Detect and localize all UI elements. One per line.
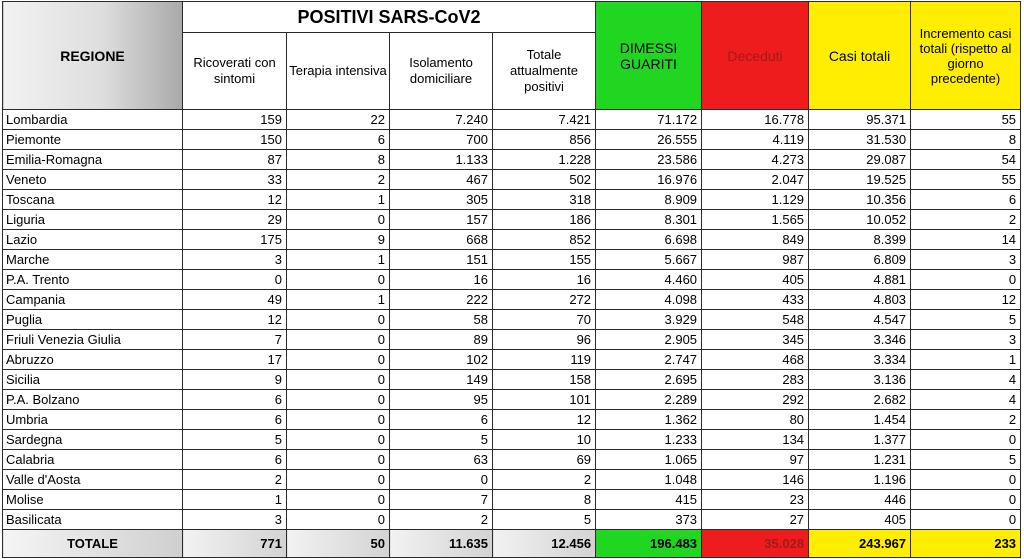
incremento-cell: 5	[911, 450, 1021, 470]
region-name: Liguria	[3, 210, 183, 230]
table-row	[3, 230, 1021, 250]
table-row	[3, 270, 1021, 290]
deceduti-header: Deceduti	[702, 2, 809, 110]
totale-positivi-cell: 852	[493, 230, 596, 250]
incremento-cell: 55	[911, 170, 1021, 190]
table-row	[3, 510, 1021, 530]
casi-totali-cell: 405	[809, 510, 911, 530]
casi-totali-cell: 4.803	[809, 290, 911, 310]
region-name: Campania	[3, 290, 183, 310]
terapia-cell: 8	[287, 150, 390, 170]
deceduti-cell: 548	[702, 310, 809, 330]
ricoverati-cell: 12	[183, 190, 287, 210]
totale-positivi-cell: 155	[493, 250, 596, 270]
ricoverati-cell: 1	[183, 490, 287, 510]
ricoverati-cell: 150	[183, 130, 287, 150]
terapia-cell: 0	[287, 470, 390, 490]
deceduti-cell: 405	[702, 270, 809, 290]
totale-positivi-cell: 10	[493, 430, 596, 450]
totale-positivi-cell: 7.421	[493, 110, 596, 130]
ricoverati-cell: 33	[183, 170, 287, 190]
table-row	[3, 310, 1021, 330]
region-name: Basilicata	[3, 510, 183, 530]
dimessi-cell: 2.905	[596, 330, 702, 350]
dimessi-cell: 2.747	[596, 350, 702, 370]
incremento-cell: 3	[911, 330, 1021, 350]
terapia-cell: 0	[287, 510, 390, 530]
dimessi-cell: 16.976	[596, 170, 702, 190]
incremento-cell: 2	[911, 210, 1021, 230]
region-name: Lombardia	[3, 110, 183, 130]
casi-totali-cell: 2.682	[809, 390, 911, 410]
ricoverati-cell: 17	[183, 350, 287, 370]
positivi-group-header: POSITIVI SARS-CoV2	[183, 2, 596, 33]
terapia-cell: 0	[287, 430, 390, 450]
isolamento-cell: 222	[390, 290, 493, 310]
header-row-top	[3, 2, 1021, 33]
casi-totali-header: Casi totali	[809, 2, 911, 110]
region-name: Marche	[3, 250, 183, 270]
dimessi-cell: 6.698	[596, 230, 702, 250]
region-name: Abruzzo	[3, 350, 183, 370]
ricoverati-cell: 2	[183, 470, 287, 490]
casi-totali-cell: 3.136	[809, 370, 911, 390]
deceduti-cell: 27	[702, 510, 809, 530]
total-terapia: 50	[287, 530, 390, 558]
casi-totali-cell: 1.377	[809, 430, 911, 450]
isolamento-cell: 6	[390, 410, 493, 430]
deceduti-cell: 16.778	[702, 110, 809, 130]
dimessi-cell: 2.289	[596, 390, 702, 410]
totale-positivi-cell: 119	[493, 350, 596, 370]
terapia-cell: 1	[287, 290, 390, 310]
isolamento-cell: 63	[390, 450, 493, 470]
dimessi-cell: 4.098	[596, 290, 702, 310]
dimessi-cell: 1.233	[596, 430, 702, 450]
casi-totali-cell: 3.346	[809, 330, 911, 350]
incremento-cell: 3	[911, 250, 1021, 270]
terapia-cell: 0	[287, 450, 390, 470]
table-row	[3, 470, 1021, 490]
dimessi-cell: 1.362	[596, 410, 702, 430]
region-name: Valle d'Aosta	[3, 470, 183, 490]
incremento-cell: 2	[911, 410, 1021, 430]
region-name: Emilia-Romagna	[3, 150, 183, 170]
totale-positivi-cell: 272	[493, 290, 596, 310]
deceduti-cell: 146	[702, 470, 809, 490]
totale-positivi-cell: 1.228	[493, 150, 596, 170]
totals-row	[3, 530, 1021, 558]
deceduti-cell: 292	[702, 390, 809, 410]
isolamento-cell: 16	[390, 270, 493, 290]
ricoverati-cell: 6	[183, 390, 287, 410]
regione-header: REGIONE	[3, 2, 183, 110]
casi-totali-cell: 95.371	[809, 110, 911, 130]
totale-positivi-cell: 5	[493, 510, 596, 530]
total-casi: 243.967	[809, 530, 911, 558]
totale-positivi-cell: 69	[493, 450, 596, 470]
table-row	[3, 210, 1021, 230]
totale-positivi-cell: 70	[493, 310, 596, 330]
isolamento-cell: 467	[390, 170, 493, 190]
total-incremento: 233	[911, 530, 1021, 558]
casi-totali-cell: 4.881	[809, 270, 911, 290]
incremento-cell: 54	[911, 150, 1021, 170]
isolamento-cell: 700	[390, 130, 493, 150]
isolamento-cell: 102	[390, 350, 493, 370]
isolamento-cell: 95	[390, 390, 493, 410]
isolamento-cell: 668	[390, 230, 493, 250]
casi-totali-cell: 1.231	[809, 450, 911, 470]
isolamento-cell: 305	[390, 190, 493, 210]
totale-positivi-cell: 96	[493, 330, 596, 350]
incremento-header: Incremento casi totali (rispetto al giorno precedente)	[911, 2, 1021, 110]
dimessi-guariti-header: DIMESSI GUARITI	[596, 2, 702, 110]
ricoverati-cell: 6	[183, 410, 287, 430]
isolamento-cell: 2	[390, 510, 493, 530]
casi-totali-cell: 4.547	[809, 310, 911, 330]
table-row	[3, 110, 1021, 130]
covid-regions-table	[2, 1, 1021, 558]
casi-totali-cell: 6.809	[809, 250, 911, 270]
total-positivi: 12.456	[493, 530, 596, 558]
dimessi-cell: 4.460	[596, 270, 702, 290]
incremento-cell: 6	[911, 190, 1021, 210]
dimessi-cell: 415	[596, 490, 702, 510]
ricoverati-cell: 0	[183, 270, 287, 290]
ricoverati-cell: 175	[183, 230, 287, 250]
isolamento-cell: 1.133	[390, 150, 493, 170]
table-row	[3, 450, 1021, 470]
terapia-cell: 0	[287, 310, 390, 330]
terapia-cell: 0	[287, 390, 390, 410]
terapia-cell: 1	[287, 190, 390, 210]
casi-totali-cell: 1.454	[809, 410, 911, 430]
casi-totali-cell: 10.052	[809, 210, 911, 230]
terapia-cell: 9	[287, 230, 390, 250]
ricoverati-cell: 9	[183, 370, 287, 390]
dimessi-cell: 3.929	[596, 310, 702, 330]
region-name: Molise	[3, 490, 183, 510]
isolamento-cell: 7.240	[390, 110, 493, 130]
incremento-cell: 0	[911, 490, 1021, 510]
terapia-cell: 0	[287, 330, 390, 350]
deceduti-cell: 23	[702, 490, 809, 510]
deceduti-cell: 433	[702, 290, 809, 310]
isolamento-cell: 149	[390, 370, 493, 390]
incremento-cell: 0	[911, 510, 1021, 530]
deceduti-cell: 987	[702, 250, 809, 270]
terapia-cell: 22	[287, 110, 390, 130]
table-row	[3, 410, 1021, 430]
table-row	[3, 390, 1021, 410]
region-name: Veneto	[3, 170, 183, 190]
ricoverati-cell: 6	[183, 450, 287, 470]
table-row	[3, 350, 1021, 370]
isolamento-cell: 89	[390, 330, 493, 350]
casi-totali-cell: 1.196	[809, 470, 911, 490]
incremento-cell: 12	[911, 290, 1021, 310]
dimessi-cell: 8.301	[596, 210, 702, 230]
region-name: Lazio	[3, 230, 183, 250]
region-name: Sardegna	[3, 430, 183, 450]
casi-totali-cell: 29.087	[809, 150, 911, 170]
table-row	[3, 150, 1021, 170]
deceduti-cell: 468	[702, 350, 809, 370]
isolamento-header: Isolamento domiciliare	[390, 33, 493, 110]
dimessi-cell: 23.586	[596, 150, 702, 170]
totale-positivi-cell: 502	[493, 170, 596, 190]
deceduti-cell: 4.119	[702, 130, 809, 150]
totale-positivi-header: Totale attualmente positivi	[493, 33, 596, 110]
totals-label: TOTALE	[3, 530, 183, 558]
isolamento-cell: 0	[390, 470, 493, 490]
region-name: Puglia	[3, 310, 183, 330]
deceduti-cell: 849	[702, 230, 809, 250]
region-name: P.A. Bolzano	[3, 390, 183, 410]
deceduti-cell: 134	[702, 430, 809, 450]
deceduti-cell: 2.047	[702, 170, 809, 190]
totale-positivi-cell: 158	[493, 370, 596, 390]
region-name: Sicilia	[3, 370, 183, 390]
totale-positivi-cell: 186	[493, 210, 596, 230]
incremento-cell: 0	[911, 270, 1021, 290]
totale-positivi-cell: 8	[493, 490, 596, 510]
isolamento-cell: 58	[390, 310, 493, 330]
table-row	[3, 130, 1021, 150]
totale-positivi-cell: 16	[493, 270, 596, 290]
total-isolamento: 11.635	[390, 530, 493, 558]
total-deceduti: 35.028	[702, 530, 809, 558]
dimessi-cell: 1.065	[596, 450, 702, 470]
totale-positivi-cell: 101	[493, 390, 596, 410]
isolamento-cell: 151	[390, 250, 493, 270]
table-row	[3, 330, 1021, 350]
table-row	[3, 290, 1021, 310]
ricoverati-cell: 3	[183, 510, 287, 530]
incremento-cell: 1	[911, 350, 1021, 370]
incremento-cell: 4	[911, 370, 1021, 390]
terapia-intensiva-header: Terapia intensiva	[287, 33, 390, 110]
totale-positivi-cell: 856	[493, 130, 596, 150]
casi-totali-cell: 446	[809, 490, 911, 510]
ricoverati-cell: 7	[183, 330, 287, 350]
table-row	[3, 170, 1021, 190]
deceduti-cell: 1.565	[702, 210, 809, 230]
incremento-cell: 14	[911, 230, 1021, 250]
deceduti-cell: 345	[702, 330, 809, 350]
incremento-cell: 55	[911, 110, 1021, 130]
ricoverati-cell: 49	[183, 290, 287, 310]
ricoverati-cell: 3	[183, 250, 287, 270]
region-name: Friuli Venezia Giulia	[3, 330, 183, 350]
casi-totali-cell: 3.334	[809, 350, 911, 370]
isolamento-cell: 5	[390, 430, 493, 450]
region-name: Piemonte	[3, 130, 183, 150]
casi-totali-cell: 8.399	[809, 230, 911, 250]
deceduti-cell: 4.273	[702, 150, 809, 170]
terapia-cell: 0	[287, 490, 390, 510]
total-ricoverati: 771	[183, 530, 287, 558]
dimessi-cell: 71.172	[596, 110, 702, 130]
incremento-cell: 4	[911, 390, 1021, 410]
incremento-cell: 0	[911, 470, 1021, 490]
dimessi-cell: 2.695	[596, 370, 702, 390]
table-row	[3, 430, 1021, 450]
table-row	[3, 250, 1021, 270]
table-row	[3, 490, 1021, 510]
dimessi-cell: 373	[596, 510, 702, 530]
totale-positivi-cell: 2	[493, 470, 596, 490]
terapia-cell: 0	[287, 270, 390, 290]
region-name: Toscana	[3, 190, 183, 210]
deceduti-cell: 80	[702, 410, 809, 430]
dimessi-cell: 5.667	[596, 250, 702, 270]
terapia-cell: 0	[287, 350, 390, 370]
ricoverati-header: Ricoverati con sintomi	[183, 33, 287, 110]
totale-positivi-cell: 12	[493, 410, 596, 430]
incremento-cell: 0	[911, 430, 1021, 450]
region-name: Umbria	[3, 410, 183, 430]
table-body	[3, 110, 1021, 530]
casi-totali-cell: 31.530	[809, 130, 911, 150]
totale-positivi-cell: 318	[493, 190, 596, 210]
ricoverati-cell: 5	[183, 430, 287, 450]
isolamento-cell: 157	[390, 210, 493, 230]
ricoverati-cell: 29	[183, 210, 287, 230]
casi-totali-cell: 10.356	[809, 190, 911, 210]
terapia-cell: 0	[287, 410, 390, 430]
table-row	[3, 370, 1021, 390]
region-name: P.A. Trento	[3, 270, 183, 290]
ricoverati-cell: 12	[183, 310, 287, 330]
dimessi-cell: 1.048	[596, 470, 702, 490]
deceduti-cell: 97	[702, 450, 809, 470]
ricoverati-cell: 159	[183, 110, 287, 130]
dimessi-cell: 26.555	[596, 130, 702, 150]
deceduti-cell: 1.129	[702, 190, 809, 210]
terapia-cell: 1	[287, 250, 390, 270]
ricoverati-cell: 87	[183, 150, 287, 170]
casi-totali-cell: 19.525	[809, 170, 911, 190]
terapia-cell: 0	[287, 370, 390, 390]
dimessi-cell: 8.909	[596, 190, 702, 210]
incremento-cell: 8	[911, 130, 1021, 150]
isolamento-cell: 7	[390, 490, 493, 510]
total-dimessi: 196.483	[596, 530, 702, 558]
incremento-cell: 5	[911, 310, 1021, 330]
table-row	[3, 190, 1021, 210]
terapia-cell: 2	[287, 170, 390, 190]
region-name: Calabria	[3, 450, 183, 470]
terapia-cell: 0	[287, 210, 390, 230]
terapia-cell: 6	[287, 130, 390, 150]
deceduti-cell: 283	[702, 370, 809, 390]
